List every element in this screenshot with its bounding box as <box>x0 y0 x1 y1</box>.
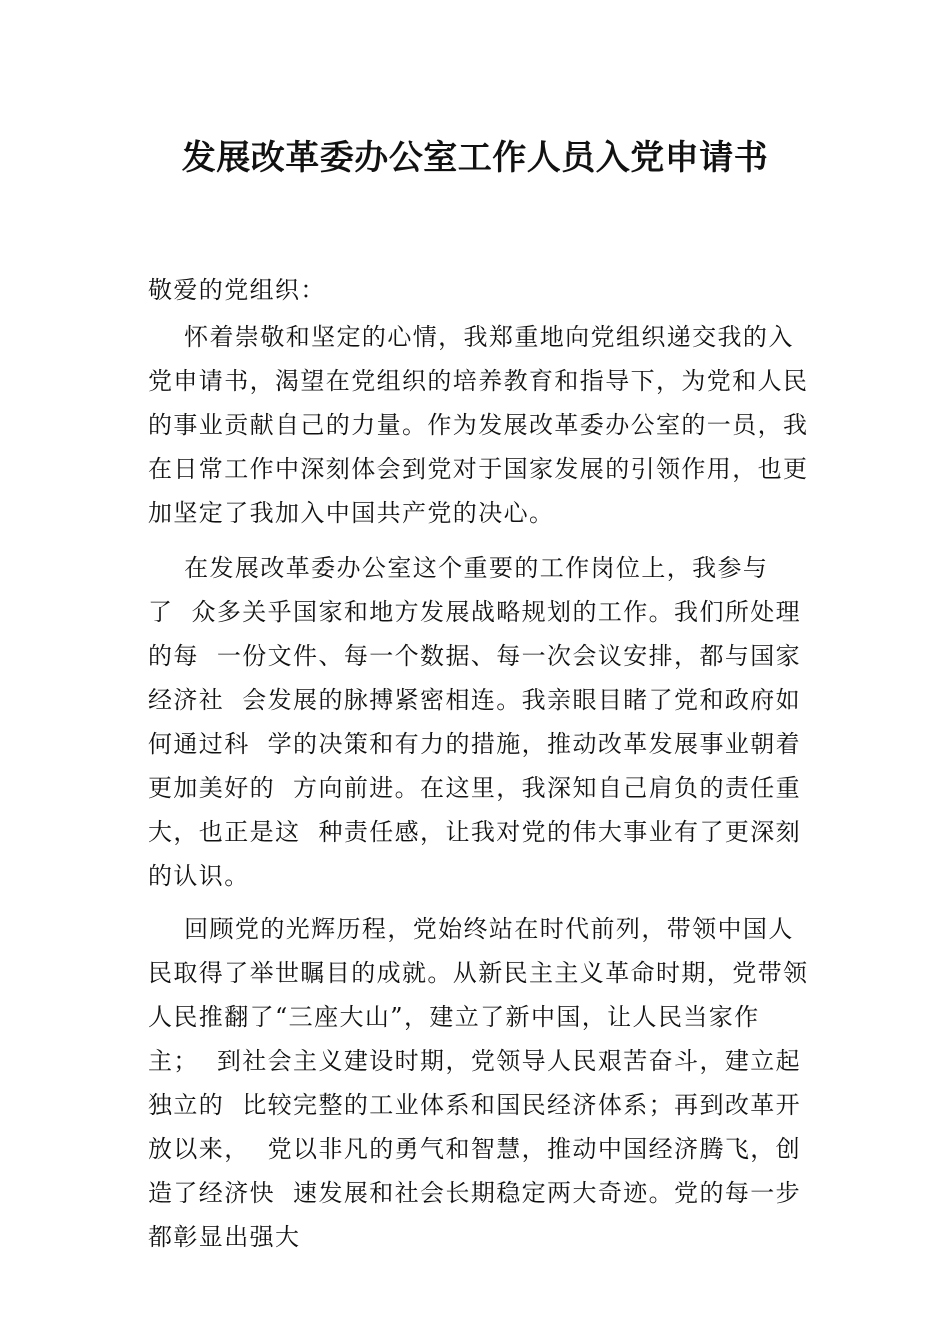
body-line: 民取得了举世瞩目的成就。从新民主主义革命时期，党带领 <box>148 959 809 987</box>
salutation: 敬爱的党组织： <box>148 276 326 304</box>
body-line: 经济社 会发展的脉搏紧密相连。我亲眼目睹了党和政府如 <box>148 686 802 714</box>
body-line: 造了经济快 速发展和社会长期稳定两大奇迹。党的每一步 <box>148 1179 802 1207</box>
body-line: 了 众多关乎国家和地方发展战略规划的工作。我们所处理 <box>148 598 802 626</box>
body-line: 党申请书，渴望在党组织的培养教育和指导下，为党和人民 <box>148 367 809 395</box>
body-line: 何通过科 学的决策和有力的措施，推动改革发展事业朝着 <box>148 730 802 758</box>
body-line: 回顾党的光辉历程，党始终站在时代前列，带领中国人 <box>148 915 794 943</box>
body-line: 更加美好的 方向前进。在这里，我深知自己肩负的责任重 <box>148 774 802 802</box>
body-line: 怀着崇敬和坚定的心情，我郑重地向党组织递交我的入 <box>148 323 794 351</box>
body-line: 独立的 比较完整的工业体系和国民经济体系；再到改革开 <box>148 1091 802 1119</box>
body-line: 在发展改革委办公室这个重要的工作岗位上，我参与 <box>148 554 769 582</box>
body-line: 在日常工作中深刻体会到党对于国家发展的引领作用，也更 <box>148 455 809 483</box>
body-line: 都彰显出强大 <box>148 1223 301 1251</box>
body-line: 的事业贡献自己的力量。作为发展改革委办公室的一员，我 <box>148 411 809 439</box>
body-line: 的认识。 <box>148 862 250 890</box>
body-line: 大，也正是这 种责任感，让我对党的伟大事业有了更深刻 <box>148 818 802 846</box>
body-line: 的每 一份文件、每一个数据、每一次会议安排，都与国家 <box>148 642 802 670</box>
body-line: 主； 到社会主义建设时期，党领导人民艰苦奋斗，建立起 <box>148 1047 802 1075</box>
document-title: 发展改革委办公室工作人员入党申请书 <box>181 138 769 178</box>
body-line: 人民推翻了“三座大山”，建立了新中国，让人民当家作 <box>148 1003 760 1031</box>
body-line: 放以来， 党以非凡的勇气和智慧，推动中国经济腾飞，创 <box>148 1135 802 1163</box>
body-line: 加坚定了我加入中国共产党的决心。 <box>148 499 555 527</box>
